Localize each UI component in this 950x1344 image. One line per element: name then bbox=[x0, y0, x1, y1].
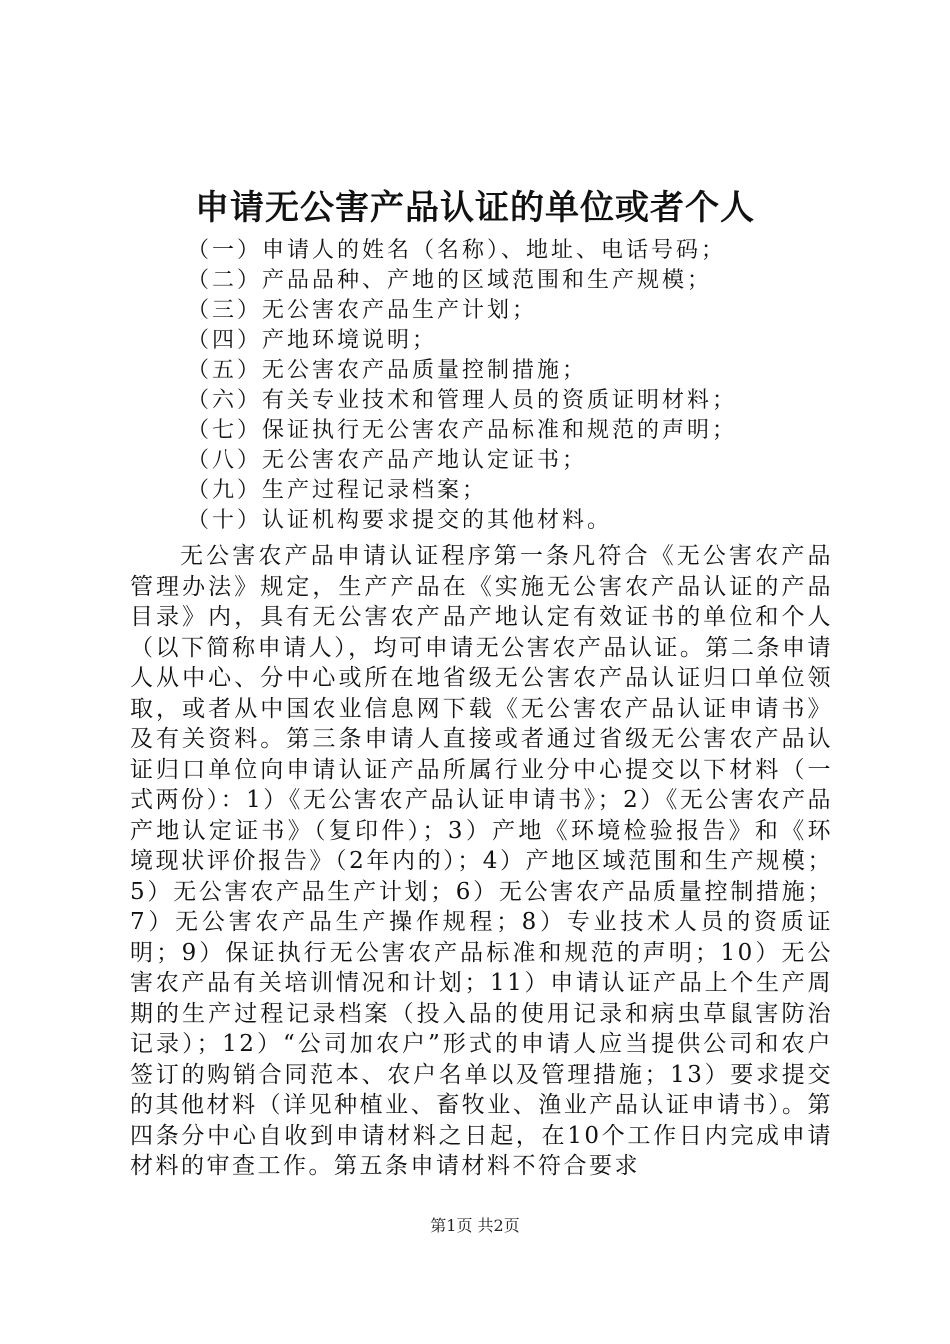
list-item: （四）产地环境说明； bbox=[187, 328, 438, 353]
list-item: （八）无公害农产品产地认定证书； bbox=[187, 448, 588, 473]
list-item: （九）生产过程记录档案； bbox=[187, 478, 488, 503]
list-item: （一）申请人的姓名（名称）、地址、电话号码； bbox=[187, 238, 727, 263]
list-item: （五）无公害农产品质量控制措施； bbox=[187, 358, 588, 383]
page-number-footer: 第1页 共2页 bbox=[430, 1216, 520, 1235]
list-item: （二）产品品种、产地的区域范围和生产规模； bbox=[187, 268, 713, 293]
list-item: （六）有关专业技术和管理人员的资质证明材料； bbox=[187, 388, 738, 413]
body-paragraph: 无公害农产品申请认证程序第一条凡符合《无公害农产品管理办法》规定，生产产品在《实施无公害农产品认证的产品目录》内，具有无公害农产品产地认定有效证书的单位和个人（以下简称申请人），均可申请无公害农产品认证。第二条申请人从中心、分中心或所在地省级无公害农产品认证归口单位领取，或者从中国农业信息网下载《无公害农产品认证申请书》及有关资料。第三条申请人直接或者通过省级无公害农产品认证归口单位向申请认证产品所属行业分中心提交以下材料（一式两份）：1）《无公害农产品认证申请书》；2）《无公害农产品产地认定证书》（复印件）；3）产地《环境检验报告》和《环境现状评价报告》（2年内的）；4）产地区域范围和生产规模；5）无公害农产品生产计划；6）无公害农产品质量控制措施；7）无公害农产品生产操作规程；8）专业技术人员的资质证明；9）保证执行无公害农产品标准和规范的声明；10）无公害农产品有关培训情况和计划；11）申请认证产品上个生产周期的生产过程记录档案（投入品的使用记录和病虫草鼠害防治记录）；12）“公司加农户”形式的申请人应当提供公司和农户签订的购销合同范本、农户名单以及管理措施；13）要求提交的其他材料（详见种植业、畜牧业、渔业产品认证申请书）。第四条分中心自收到申请材料之日起，在10个工作日内完成申请材料的审查工作。第五条申请材料不符合要求 bbox=[130, 543, 833, 1179]
document-title: 申请无公害产品认证的单位或者个人 bbox=[195, 188, 755, 228]
list-item: （七）保证执行无公害农产品标准和规范的声明； bbox=[187, 418, 738, 443]
requirements-list bbox=[187, 236, 867, 536]
list-item: （十）认证机构要求提交的其他材料。 bbox=[187, 508, 613, 533]
list-item: （三）无公害农产品生产计划； bbox=[187, 298, 538, 323]
